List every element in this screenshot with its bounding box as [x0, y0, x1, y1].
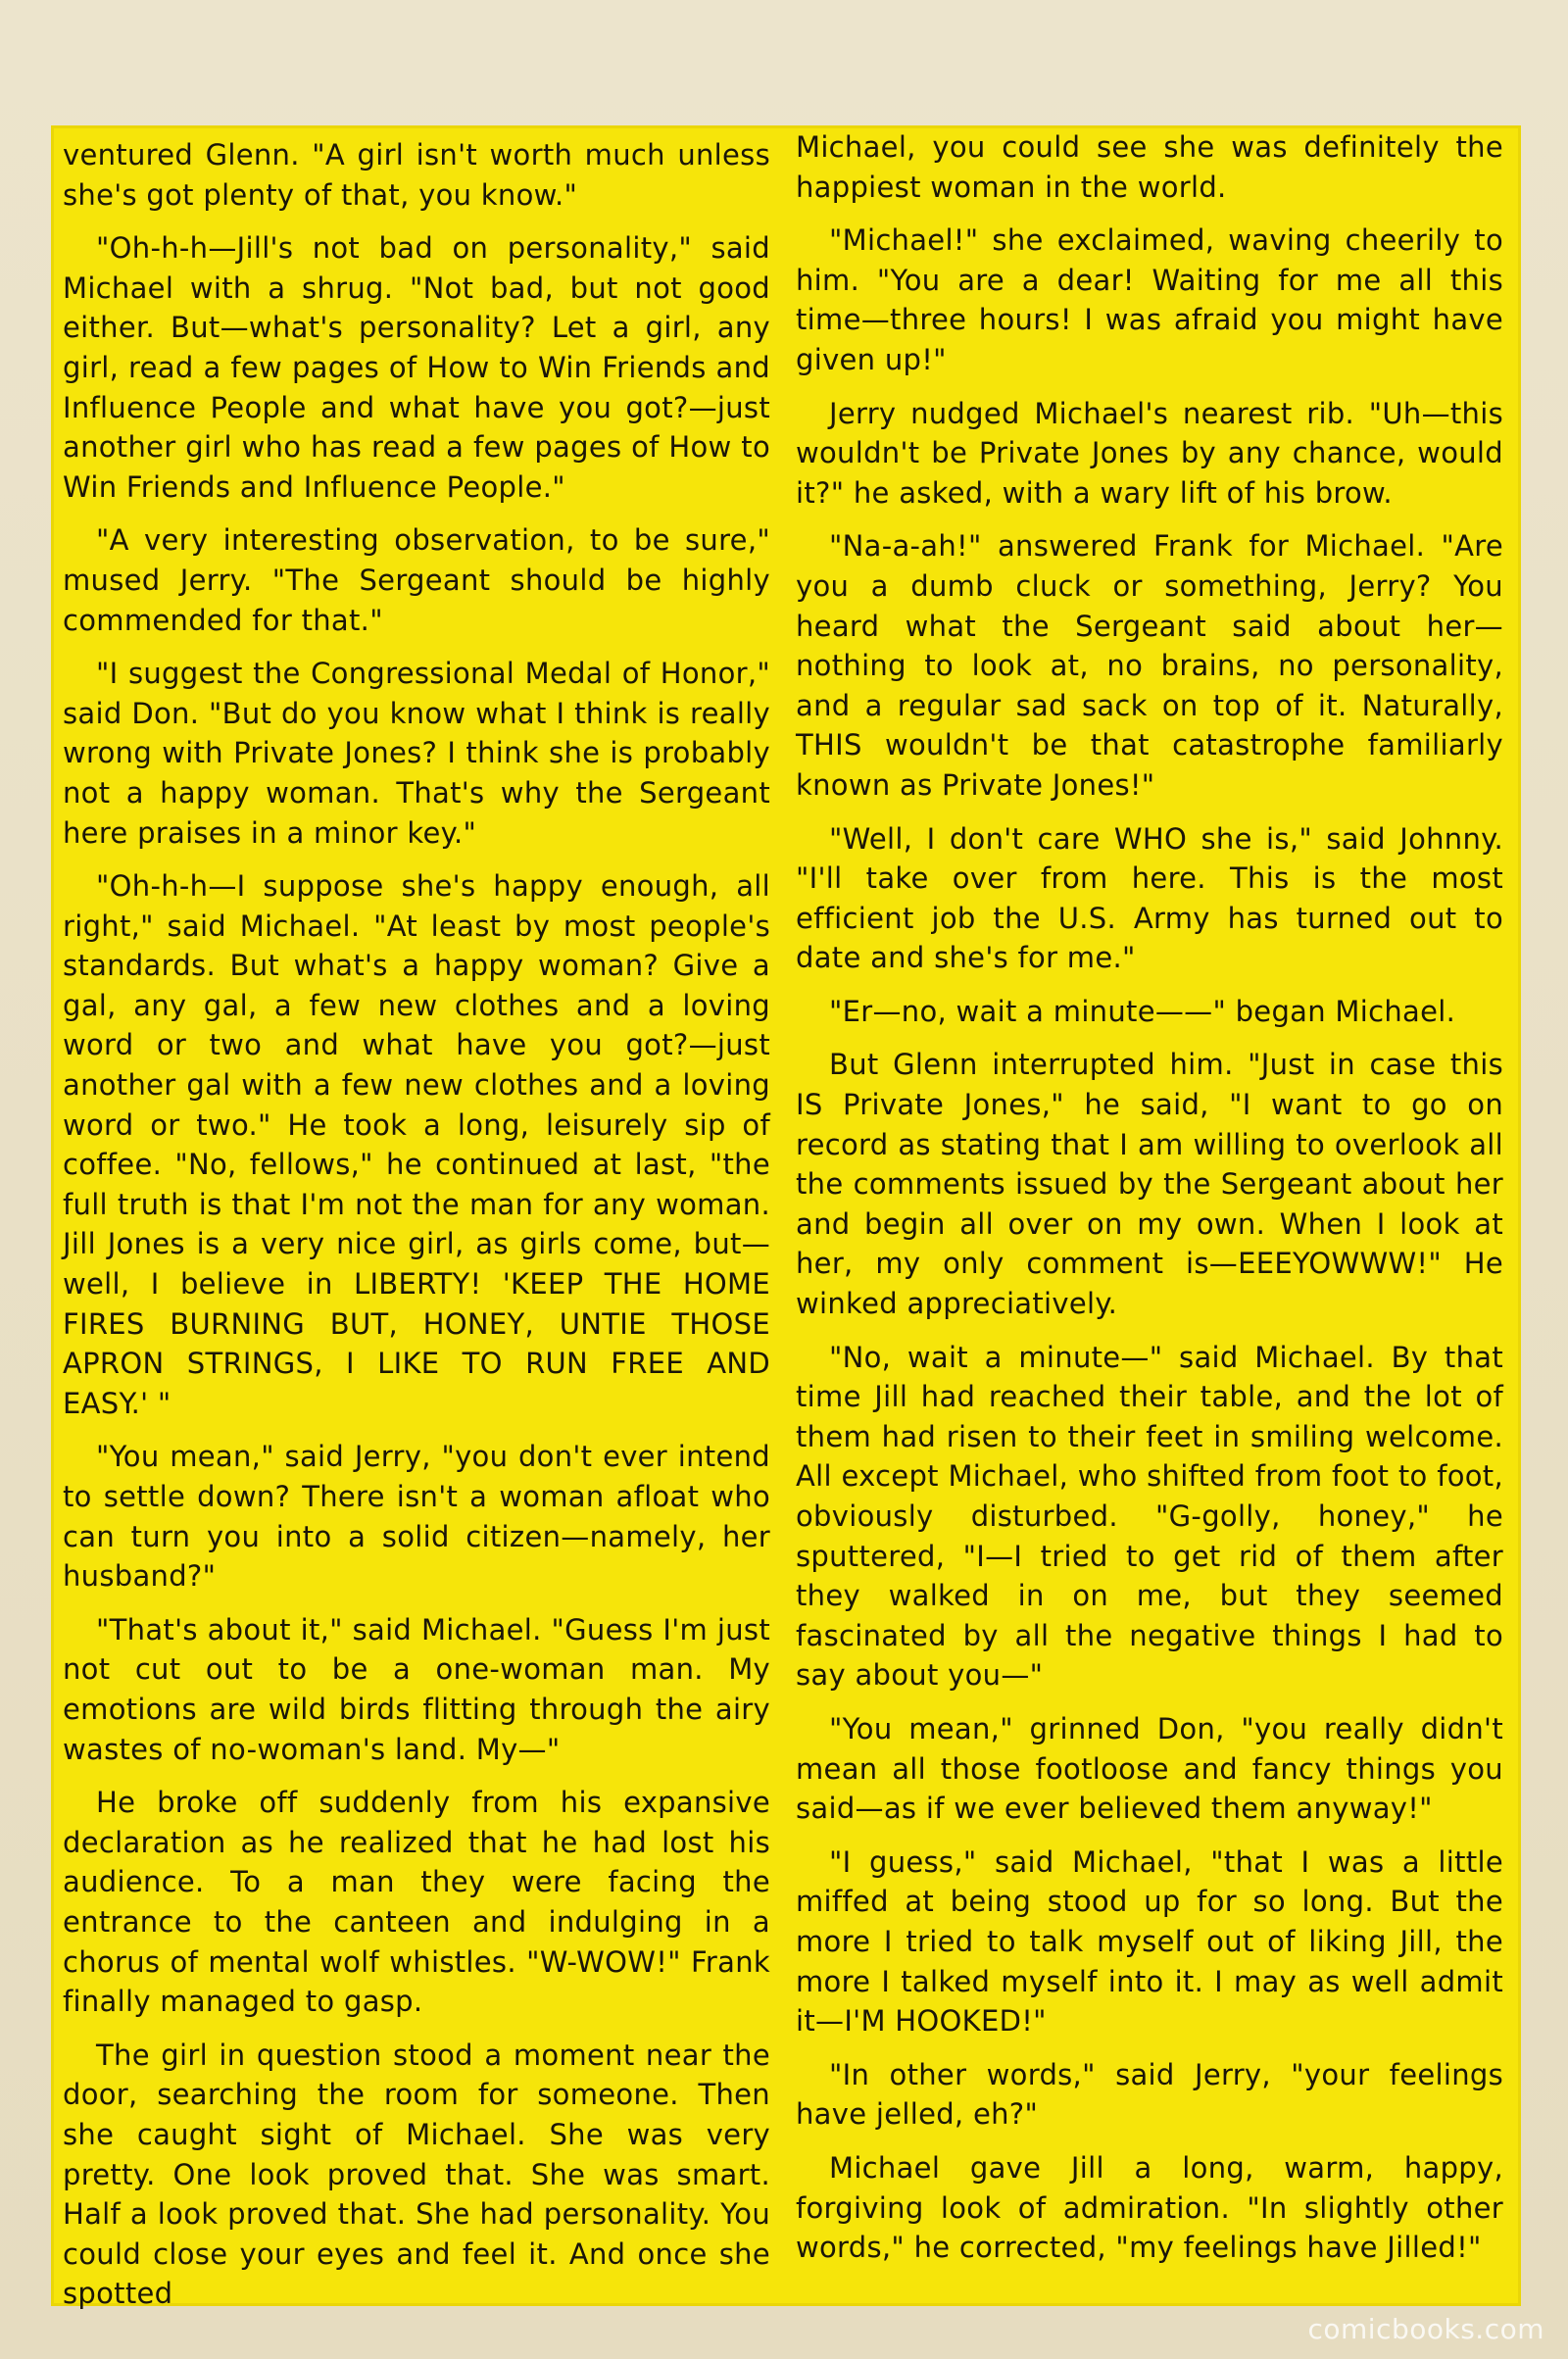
paragraph: "Oh-h-h—I suppose she's happy enough, all right," said Michael. "At least by most people's standards. But what's a happy woman? Give a gal, any gal, a few new clothes and a loving word or two and what have you got?—just another gal with a few new clothes and a loving word or two." He took a long, leisurely sip of coffee. "No, fellows," he continued at last, "the full truth is that I'm not the man for any woman. Jill Jones is a very nice girl, as girls come, but—well, I believe in LIBERTY! 'KEEP THE HOME FIRES BURNING BUT, HONEY, UNTIE THOSE APRON STRINGS, I LIKE TO RUN FREE AND EASY.' " [63, 869, 770, 1420]
paragraph: He broke off suddenly from his expansive declaration as he realized that he had lost his audience. To a man they were facing the entrance to the canteen and indulging in a chorus of mental wolf whistles. "W-WOW!" Frank finally managed to gasp. [63, 1786, 770, 2019]
paragraph: "Er—no, wait a minute——" began Michael. [829, 994, 1456, 1028]
paragraph: "Well, I don't care WHO she is," said Johnny. "I'll take over from here. This is the most efficient job the U.S. Army has turned out to date and she's for me." [796, 821, 1503, 975]
paragraph: "You mean," grinned Don, "you really didn't mean all those footloose and fancy things you said—as if we ever believed them anyway!" [796, 1711, 1503, 1826]
paragraph: ventured Glenn. "A girl isn't worth much unless she's got plenty of that, you know." [63, 138, 770, 212]
paragraph: But Glenn interrupted him. "Just in case this IS Private Jones," he said, "I want to go on record as stating that I am willing to overlook all the comments issued by the Sergeant about her and begin all over on my own. When I look at her, my only comment is—EEEYOWWW!" He winked appreciatively. [796, 1048, 1503, 1321]
paragraph: Jerry nudged Michael's nearest rib. "Uh—this wouldn't be Private Jones by any chance, would it?" he asked, with a wary lift of his brow. [796, 396, 1503, 510]
paragraph: "That's about it," said Michael. "Guess I'm just not cut out to be a one-woman man. My emotions are wild birds flitting through the airy wastes of no-woman's land. My—" [63, 1612, 770, 1766]
left-text-column [63, 135, 770, 2328]
paragraph: "Oh-h-h—Jill's not bad on personality," said Michael with a shrug. "Not bad, but not good either. But—what's personality? Let a girl, any girl, read a few pages of How to Win Friends and Influence People and what have you got?—just another girl who has read a few pages of How to Win Friends and Influence People." [63, 231, 770, 504]
paragraph: "In other words," said Jerry, "your feelings have jelled, eh?" [796, 2057, 1503, 2132]
paragraph: "Na-a-ah!" answered Frank for Michael. "Are you a dumb cluck or something, Jerry? You heard what the Sergeant said about her—nothing to look at, no brains, no personality, and a regular sad sack on top of it. Naturally, THIS wouldn't be that catastrophe familiarly known as Private Jones!" [796, 529, 1503, 802]
paragraph: "No, wait a minute—" said Michael. By that time Jill had reached their table, and the lot of them had risen to their feet in smiling welcome. All except Michael, who shifted from foot to foot, obviously disturbed. "G-golly, honey," he sputtered, "I—I tried to get rid of them after they walked in on me, but they seemed fascinated by all the negative things I had to say about you—" [796, 1340, 1503, 1693]
paragraph: The girl in question stood a moment near the door, searching the room for someone. Then she caught sight of Michael. She was very pretty. One look proved that. She was smart. Half a look proved that. She had personality. You could close your eyes and feel it. And once she spotted [63, 2038, 770, 2311]
paragraph: "A very interesting observation, to be sure," mused Jerry. "The Sergeant should be highly commended for that." [63, 523, 770, 637]
right-text-column [796, 127, 1503, 2282]
paragraph: "I suggest the Congressional Medal of Honor," said Don. "But do you know what I think is really wrong with Private Jones? I think she is probably not a happy woman. That's why the Sergeant here praises in a minor key." [63, 657, 770, 850]
watermark-text: comicbooks.com [1307, 2313, 1544, 2345]
paragraph: "I guess," said Michael, "that I was a little miffed at being stood up for so long. But the more I tried to talk myself out of liking Jill, the more I talked myself into it. I may as well admit it—I'M HOOKED!" [796, 1844, 1503, 2039]
yellow-text-panel [51, 125, 1521, 2311]
paragraph: Michael, you could see she was definitely the happiest woman in the world. [796, 130, 1503, 204]
paragraph: "You mean," said Jerry, "you don't ever intend to settle down? There isn't a woman afloat who can turn you into a solid citizen—namely, her husband?" [63, 1440, 770, 1594]
paragraph: "Michael!" she exclaimed, waving cheerily to him. "You are a dear! Waiting for me all this time—three hours! I was afraid you might have given up!" [796, 223, 1503, 376]
paragraph: Michael gave Jill a long, warm, happy, forgiving look of admiration. "In slightly other words," he corrected, "my feelings have Jilled!" [796, 2150, 1503, 2265]
